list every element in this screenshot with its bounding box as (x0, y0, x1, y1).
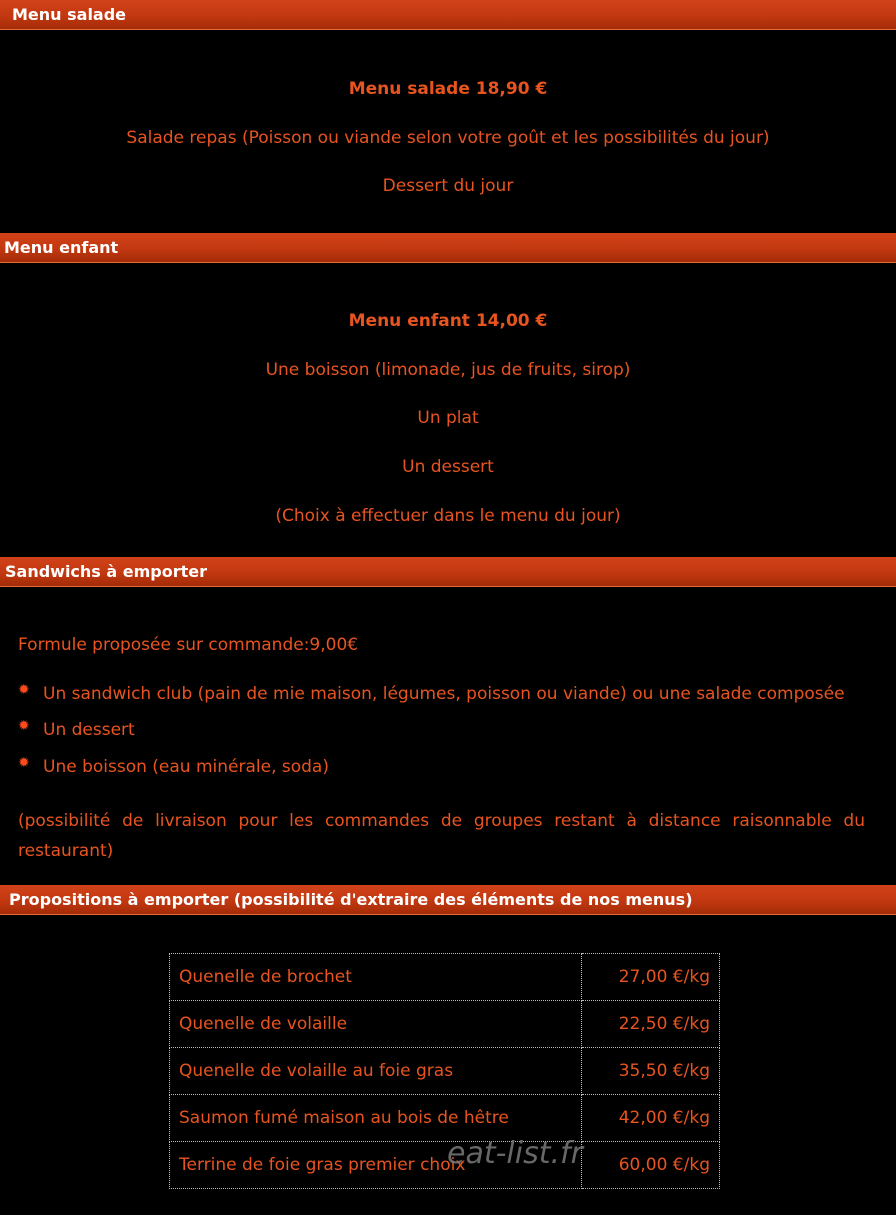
bullet-text: Un sandwich club (pain de mie maison, légumes, poisson ou viande) ou une salade composée (43, 684, 845, 704)
product-name: Saumon fumé maison au bois de hêtre (170, 1095, 582, 1142)
product-name: Quenelle de brochet (170, 954, 582, 1001)
menu-enfant-line-4: (Choix à effectuer dans le menu du jour) (275, 506, 621, 526)
menu-salade-title: Menu salade 18,90 € (348, 79, 548, 99)
product-price: 22,50 €/kg (582, 1001, 720, 1048)
table-row (170, 954, 720, 1001)
list-item (18, 719, 135, 741)
sandwichs-intro: Formule proposée sur commande:9,00€ (18, 635, 359, 655)
menu-enfant-line-2: Un plat (417, 408, 479, 428)
menu-salade-line-2: Dessert du jour (382, 176, 514, 196)
price-table (169, 953, 720, 1189)
table-row (170, 1001, 720, 1048)
product-price: 27,00 €/kg (582, 954, 720, 1001)
list-item (18, 756, 329, 778)
menu-enfant-line-1: Une boisson (limonade, jus de fruits, sirop) (265, 360, 631, 380)
star-bullet-icon: ✹ (18, 682, 30, 698)
watermark: eat-list.fr (447, 1136, 583, 1171)
list-item (18, 683, 845, 705)
product-price: 35,50 €/kg (582, 1048, 720, 1095)
section-header-propositions: Propositions à emporter (possibilité d'extraire des éléments de nos menus) (0, 885, 896, 915)
product-name: Terrine de foie gras premier choix (170, 1142, 582, 1189)
menu-salade-line-1: Salade repas (Poisson ou viande selon votre goût et les possibilités du jour) (126, 128, 770, 148)
product-name: Quenelle de volaille au foie gras (170, 1048, 582, 1095)
star-bullet-icon: ✹ (18, 718, 30, 734)
table-row (170, 1142, 720, 1189)
product-name: Quenelle de volaille (170, 1001, 582, 1048)
bullet-text: Un dessert (43, 720, 135, 740)
table-row (170, 1095, 720, 1142)
table-row (170, 1048, 720, 1095)
product-price: 42,00 €/kg (582, 1095, 720, 1142)
section-header-menu-salade: Menu salade (0, 0, 896, 30)
product-price: 60,00 €/kg (582, 1142, 720, 1189)
sandwichs-delivery-note: (possibilité de livraison pour les commandes de groupes restant à distance raisonnable du restaurant) (18, 811, 865, 861)
star-bullet-icon: ✹ (18, 755, 30, 771)
menu-enfant-line-3: Un dessert (402, 457, 494, 477)
section-header-sandwichs: Sandwichs à emporter (0, 557, 896, 587)
section-header-menu-enfant: Menu enfant (0, 233, 896, 263)
bullet-text: Une boisson (eau minérale, soda) (43, 757, 329, 777)
menu-enfant-title: Menu enfant 14,00 € (348, 311, 548, 331)
